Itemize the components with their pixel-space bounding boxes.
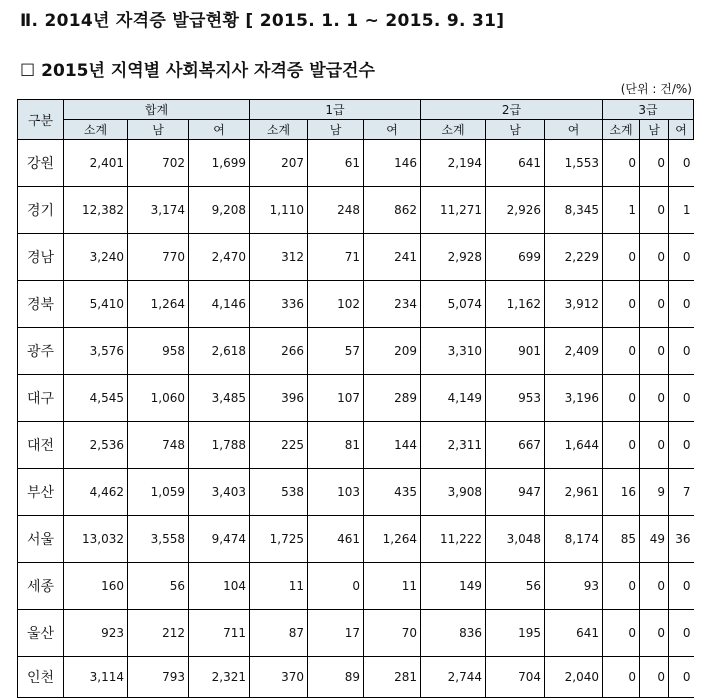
value-cell: 2,744 xyxy=(421,657,486,698)
table-row xyxy=(18,469,694,516)
value-cell: 1,644 xyxy=(545,422,603,469)
value-cell: 248 xyxy=(308,187,364,234)
header-male: 남 xyxy=(486,120,545,140)
value-cell: 207 xyxy=(250,140,308,187)
value-cell: 61 xyxy=(308,140,364,187)
value-cell: 0 xyxy=(603,610,640,657)
value-cell: 160 xyxy=(64,563,128,610)
value-cell: 1 xyxy=(603,187,640,234)
value-cell: 212 xyxy=(128,610,189,657)
value-cell: 336 xyxy=(250,281,308,328)
region-cell: 경북 xyxy=(18,281,64,328)
value-cell: 435 xyxy=(364,469,421,516)
value-cell: 3,558 xyxy=(128,516,189,563)
value-cell: 0 xyxy=(669,657,694,698)
value-cell: 3,240 xyxy=(64,234,128,281)
value-cell: 1,162 xyxy=(486,281,545,328)
value-cell: 0 xyxy=(603,375,640,422)
value-cell: 3,310 xyxy=(421,328,486,375)
value-cell: 0 xyxy=(308,563,364,610)
value-cell: 704 xyxy=(486,657,545,698)
value-cell: 2,618 xyxy=(189,328,250,375)
value-cell: 1,699 xyxy=(189,140,250,187)
value-cell: 3,403 xyxy=(189,469,250,516)
value-cell: 7 xyxy=(669,469,694,516)
value-cell: 0 xyxy=(603,563,640,610)
value-cell: 107 xyxy=(308,375,364,422)
header-subtotal: 소계 xyxy=(421,120,486,140)
value-cell: 4,149 xyxy=(421,375,486,422)
value-cell: 3,576 xyxy=(64,328,128,375)
value-cell: 89 xyxy=(308,657,364,698)
value-cell: 312 xyxy=(250,234,308,281)
value-cell: 225 xyxy=(250,422,308,469)
value-cell: 9,208 xyxy=(189,187,250,234)
value-cell: 2,926 xyxy=(486,187,545,234)
region-cell: 경남 xyxy=(18,234,64,281)
value-cell: 947 xyxy=(486,469,545,516)
value-cell: 538 xyxy=(250,469,308,516)
value-cell: 770 xyxy=(128,234,189,281)
value-cell: 4,545 xyxy=(64,375,128,422)
table-row xyxy=(18,657,694,698)
value-cell: 641 xyxy=(486,140,545,187)
header-group-grade1: 1급 xyxy=(250,100,421,120)
value-cell: 70 xyxy=(364,610,421,657)
value-cell: 0 xyxy=(603,328,640,375)
value-cell: 3,485 xyxy=(189,375,250,422)
value-cell: 953 xyxy=(486,375,545,422)
header-group-total: 합계 xyxy=(64,100,250,120)
table-body xyxy=(18,140,694,698)
header-row-sub xyxy=(18,120,694,140)
region-cell: 세종 xyxy=(18,563,64,610)
value-cell: 0 xyxy=(669,610,694,657)
value-cell: 0 xyxy=(669,422,694,469)
value-cell: 103 xyxy=(308,469,364,516)
value-cell: 836 xyxy=(421,610,486,657)
value-cell: 144 xyxy=(364,422,421,469)
value-cell: 0 xyxy=(640,657,669,698)
header-female: 여 xyxy=(364,120,421,140)
header-subtotal: 소계 xyxy=(64,120,128,140)
value-cell: 1,110 xyxy=(250,187,308,234)
table-row xyxy=(18,422,694,469)
value-cell: 5,074 xyxy=(421,281,486,328)
value-cell: 0 xyxy=(669,563,694,610)
value-cell: 3,174 xyxy=(128,187,189,234)
value-cell: 748 xyxy=(128,422,189,469)
value-cell: 289 xyxy=(364,375,421,422)
value-cell: 2,401 xyxy=(64,140,128,187)
value-cell: 958 xyxy=(128,328,189,375)
value-cell: 2,928 xyxy=(421,234,486,281)
value-cell: 56 xyxy=(486,563,545,610)
value-cell: 13,032 xyxy=(64,516,128,563)
header-subtotal: 소계 xyxy=(603,120,640,140)
value-cell: 370 xyxy=(250,657,308,698)
value-cell: 0 xyxy=(640,328,669,375)
value-cell: 793 xyxy=(128,657,189,698)
value-cell: 3,912 xyxy=(545,281,603,328)
header-female: 여 xyxy=(669,120,694,140)
unit-label: (단위 : 건/%) xyxy=(620,82,692,96)
value-cell: 81 xyxy=(308,422,364,469)
value-cell: 266 xyxy=(250,328,308,375)
value-cell: 0 xyxy=(603,234,640,281)
value-cell: 0 xyxy=(669,375,694,422)
value-cell: 1 xyxy=(669,187,694,234)
value-cell: 1,788 xyxy=(189,422,250,469)
value-cell: 56 xyxy=(128,563,189,610)
value-cell: 57 xyxy=(308,328,364,375)
value-cell: 71 xyxy=(308,234,364,281)
value-cell: 2,040 xyxy=(545,657,603,698)
value-cell: 209 xyxy=(364,328,421,375)
value-cell: 3,908 xyxy=(421,469,486,516)
value-cell: 11,222 xyxy=(421,516,486,563)
value-cell: 234 xyxy=(364,281,421,328)
value-cell: 2,229 xyxy=(545,234,603,281)
value-cell: 4,462 xyxy=(64,469,128,516)
value-cell: 36 xyxy=(669,516,694,563)
value-cell: 923 xyxy=(64,610,128,657)
value-cell: 396 xyxy=(250,375,308,422)
value-cell: 0 xyxy=(640,422,669,469)
value-cell: 1,264 xyxy=(128,281,189,328)
value-cell: 2,194 xyxy=(421,140,486,187)
value-cell: 461 xyxy=(308,516,364,563)
table-row xyxy=(18,610,694,657)
value-cell: 85 xyxy=(603,516,640,563)
table-row xyxy=(18,140,694,187)
table-row xyxy=(18,516,694,563)
value-cell: 1,264 xyxy=(364,516,421,563)
value-cell: 0 xyxy=(603,422,640,469)
header-group-grade3: 3급 xyxy=(603,100,694,120)
region-cell: 경기 xyxy=(18,187,64,234)
region-cell: 서울 xyxy=(18,516,64,563)
value-cell: 3,196 xyxy=(545,375,603,422)
region-cell: 대구 xyxy=(18,375,64,422)
header-male: 남 xyxy=(128,120,189,140)
table-row xyxy=(18,375,694,422)
table-row xyxy=(18,328,694,375)
value-cell: 0 xyxy=(640,610,669,657)
value-cell: 11 xyxy=(364,563,421,610)
value-cell: 0 xyxy=(603,657,640,698)
value-cell: 8,345 xyxy=(545,187,603,234)
value-cell: 49 xyxy=(640,516,669,563)
value-cell: 12,382 xyxy=(64,187,128,234)
header-row-groups xyxy=(18,100,694,120)
section-title: ☐ 2015년 지역별 사회복지사 자격증 발급건수 xyxy=(20,61,375,81)
region-cell: 광주 xyxy=(18,328,64,375)
value-cell: 0 xyxy=(669,281,694,328)
value-cell: 1,725 xyxy=(250,516,308,563)
header-female: 여 xyxy=(189,120,250,140)
value-cell: 11 xyxy=(250,563,308,610)
value-cell: 8,174 xyxy=(545,516,603,563)
value-cell: 0 xyxy=(669,140,694,187)
value-cell: 2,311 xyxy=(421,422,486,469)
certificate-table xyxy=(17,99,694,698)
value-cell: 0 xyxy=(640,140,669,187)
value-cell: 3,114 xyxy=(64,657,128,698)
table-row xyxy=(18,281,694,328)
value-cell: 87 xyxy=(250,610,308,657)
value-cell: 195 xyxy=(486,610,545,657)
value-cell: 4,146 xyxy=(189,281,250,328)
value-cell: 699 xyxy=(486,234,545,281)
region-cell: 인천 xyxy=(18,657,64,698)
value-cell: 2,409 xyxy=(545,328,603,375)
value-cell: 281 xyxy=(364,657,421,698)
value-cell: 862 xyxy=(364,187,421,234)
table-row xyxy=(18,563,694,610)
value-cell: 2,961 xyxy=(545,469,603,516)
value-cell: 1,060 xyxy=(128,375,189,422)
value-cell: 102 xyxy=(308,281,364,328)
value-cell: 901 xyxy=(486,328,545,375)
value-cell: 0 xyxy=(640,375,669,422)
value-cell: 667 xyxy=(486,422,545,469)
value-cell: 2,536 xyxy=(64,422,128,469)
region-cell: 부산 xyxy=(18,469,64,516)
header-group-grade2: 2급 xyxy=(421,100,603,120)
value-cell: 9,474 xyxy=(189,516,250,563)
value-cell: 104 xyxy=(189,563,250,610)
value-cell: 241 xyxy=(364,234,421,281)
region-cell: 강원 xyxy=(18,140,64,187)
value-cell: 0 xyxy=(640,563,669,610)
value-cell: 0 xyxy=(640,234,669,281)
page-title: Ⅱ. 2014년 자격증 발급현황 [ 2015. 1. 1 ~ 2015. 9. 31] xyxy=(20,11,505,31)
value-cell: 0 xyxy=(669,328,694,375)
header-division: 구분 xyxy=(18,100,64,140)
value-cell: 2,321 xyxy=(189,657,250,698)
table-row xyxy=(18,234,694,281)
value-cell: 0 xyxy=(603,281,640,328)
value-cell: 9 xyxy=(640,469,669,516)
region-cell: 대전 xyxy=(18,422,64,469)
header-male: 남 xyxy=(308,120,364,140)
value-cell: 93 xyxy=(545,563,603,610)
value-cell: 3,048 xyxy=(486,516,545,563)
value-cell: 0 xyxy=(669,234,694,281)
header-male: 남 xyxy=(640,120,669,140)
value-cell: 2,470 xyxy=(189,234,250,281)
value-cell: 1,553 xyxy=(545,140,603,187)
value-cell: 16 xyxy=(603,469,640,516)
region-cell: 울산 xyxy=(18,610,64,657)
value-cell: 641 xyxy=(545,610,603,657)
value-cell: 0 xyxy=(603,140,640,187)
value-cell: 711 xyxy=(189,610,250,657)
value-cell: 702 xyxy=(128,140,189,187)
value-cell: 1,059 xyxy=(128,469,189,516)
value-cell: 11,271 xyxy=(421,187,486,234)
header-female: 여 xyxy=(545,120,603,140)
value-cell: 0 xyxy=(640,281,669,328)
header-subtotal: 소계 xyxy=(250,120,308,140)
value-cell: 0 xyxy=(640,187,669,234)
value-cell: 146 xyxy=(364,140,421,187)
table-row xyxy=(18,187,694,234)
value-cell: 149 xyxy=(421,563,486,610)
value-cell: 17 xyxy=(308,610,364,657)
value-cell: 5,410 xyxy=(64,281,128,328)
